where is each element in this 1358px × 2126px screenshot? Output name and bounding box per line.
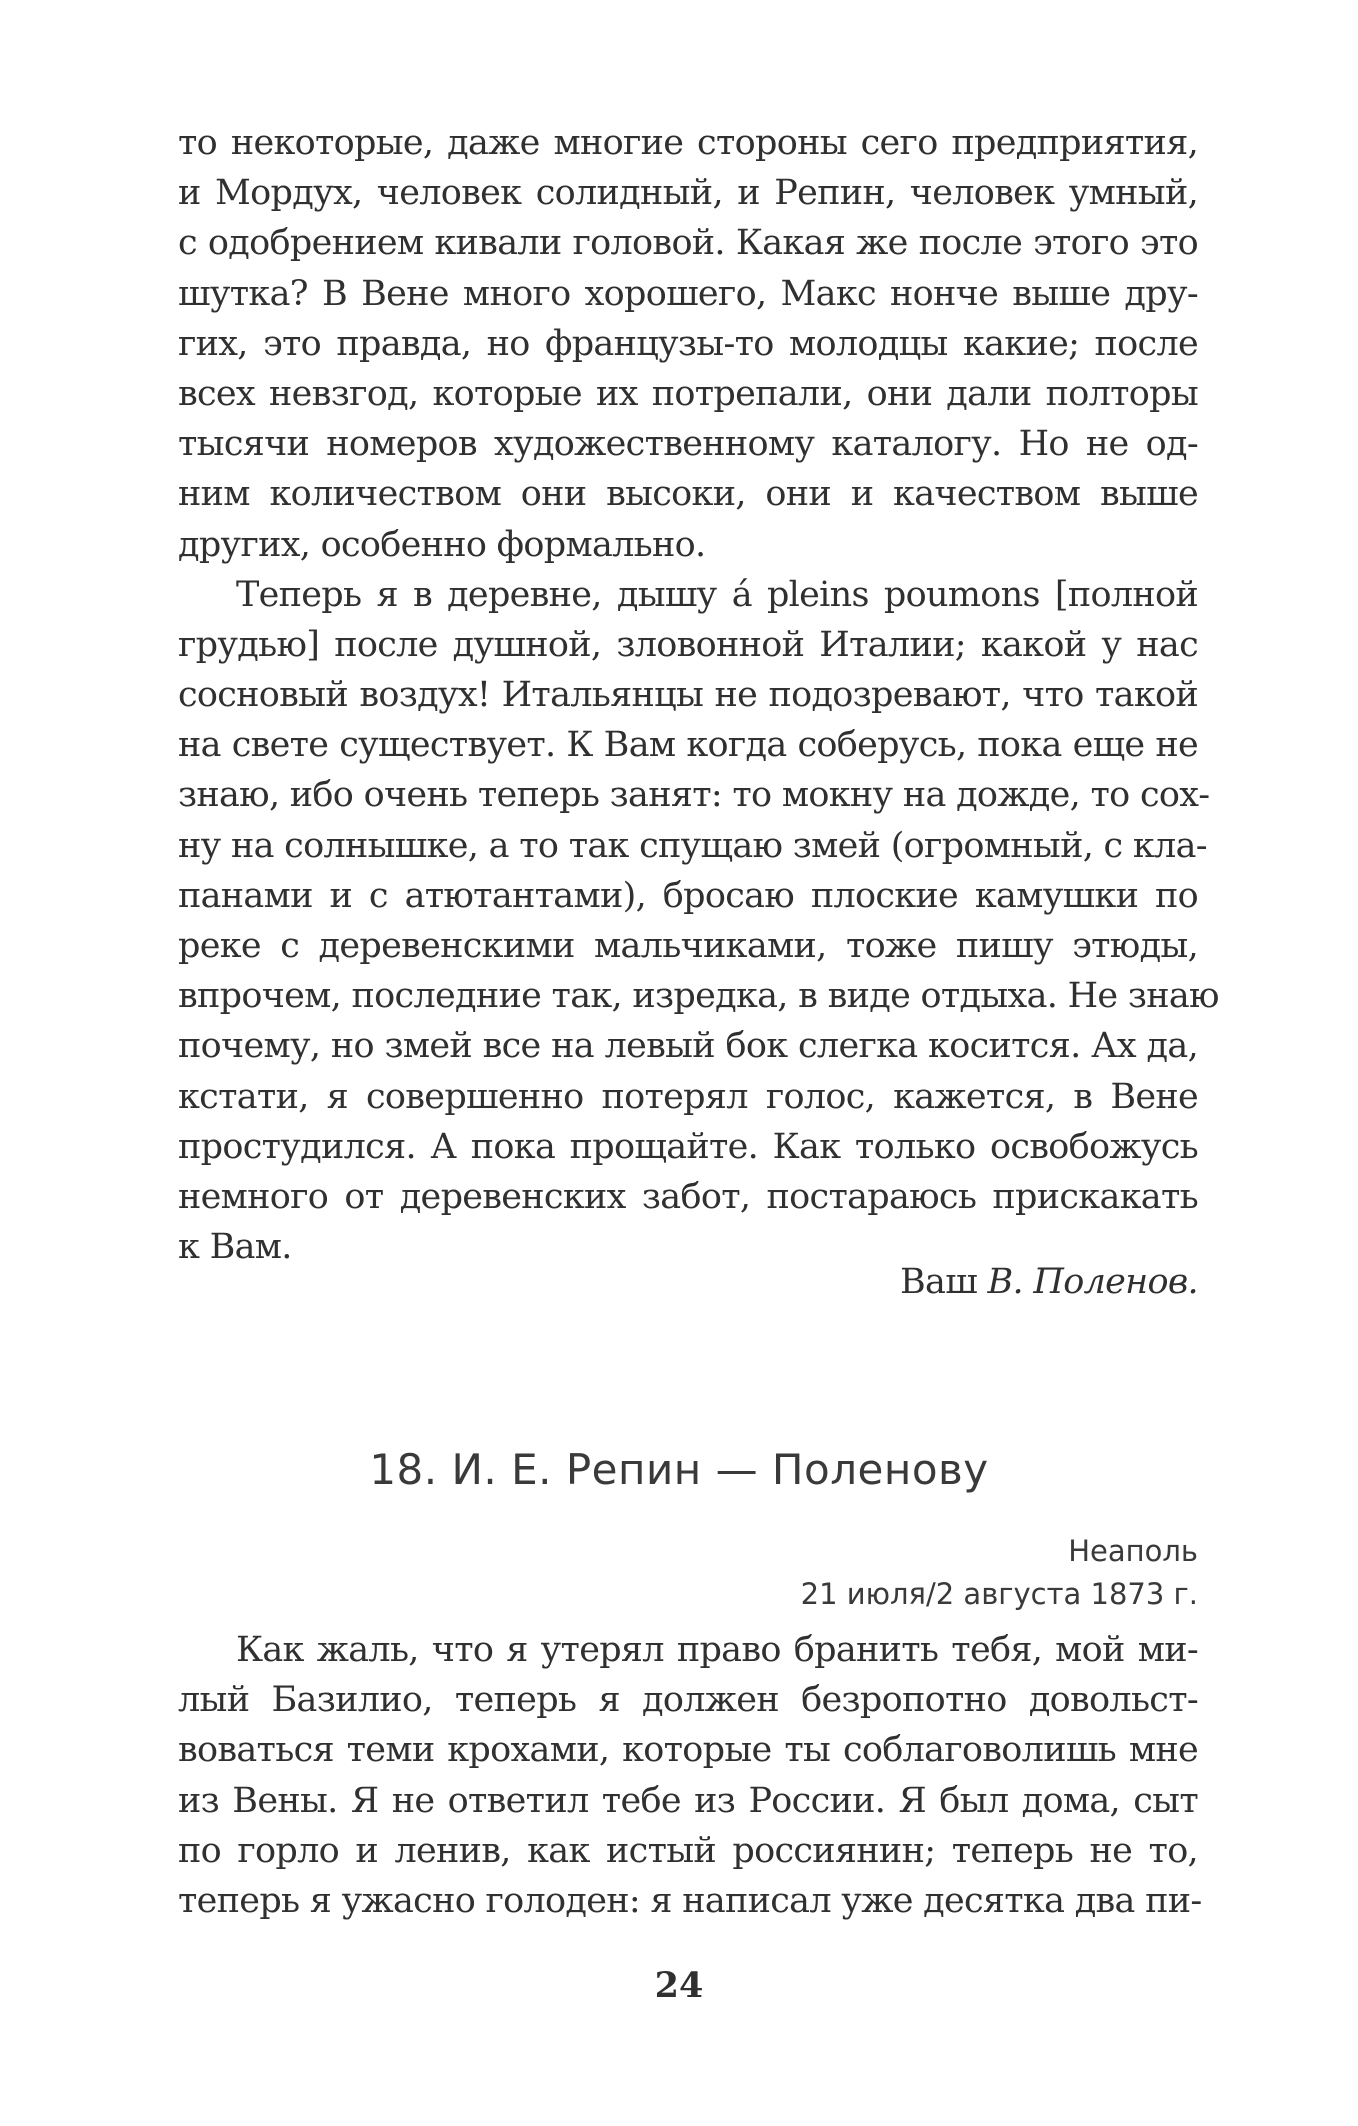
paragraph-start-line: Как жаль, что я утерял право бранить тебя, мой ми- — [236, 1630, 1198, 1670]
letter-signature — [900, 1262, 1198, 1302]
page-number: 24 — [654, 1965, 704, 2006]
text-line: грудью] после душной, зловонной Италии; какой у нас — [178, 624, 1198, 665]
letter-date: 21 июля/2 августа 1873 г. — [800, 1577, 1198, 1611]
text-line: немного от деревенских забот, постараюсь прискакать — [178, 1176, 1198, 1217]
text-line: гих, это правда, но французы-то молодцы какие; после — [178, 323, 1198, 364]
text-line: других, особенно формально. — [178, 524, 706, 565]
text-line: воваться теми крохами, которые ты соблаговолишь мне — [178, 1730, 1198, 1771]
text-line: знаю, ибо очень теперь занят: то мокну на дожде, то сох- — [178, 775, 1210, 816]
text-line: то некоторые, даже многие стороны сего предприятия, — [178, 123, 1198, 163]
letter-heading: 18. И. Е. Репин — Поленову — [369, 1445, 989, 1494]
text-line: простудился. А пока прощайте. Как только освобожусь — [178, 1126, 1198, 1167]
text-line: лый Базилио, теперь я должен безропотно довольст- — [178, 1680, 1198, 1721]
paragraph-start-line: Теперь я в деревне, дышу á pleins poumons [полной — [236, 574, 1198, 615]
text-line: к Вам. — [178, 1227, 292, 1268]
text-line: шутка? В Вене много хорошего, Макс нонче выше дру- — [178, 273, 1198, 314]
text-line: и Мордух, человек солидный, и Репин, человек умный, — [178, 173, 1198, 214]
text-line: теперь я ужасно голоден: я написал уже десятка два пи- — [178, 1880, 1202, 1921]
text-line: тысячи номеров художественному каталогу. Но не од- — [178, 424, 1198, 465]
text-line: из Вены. Я не ответил тебе из России. Я был дома, сыт — [178, 1780, 1198, 1821]
signature-prefix: Ваш — [900, 1262, 978, 1302]
signature-name: В. Поленов. — [987, 1262, 1198, 1302]
text-line: почему, но змей все на левый бок слегка косится. Ах да, — [178, 1026, 1198, 1067]
letter-place-date — [801, 1530, 1198, 1616]
text-line: ну на солнышке, а то так спущаю змей (огромный, с кла- — [178, 825, 1207, 866]
text-line: сосновый воздух! Итальянцы не подозревают, что такой — [178, 675, 1198, 716]
text-line: впрочем, последние так, изредка, в виде отдыха. Не знаю — [178, 976, 1219, 1017]
text-line: по горло и ленив, как истый россиянин; теперь не то, — [178, 1830, 1198, 1871]
text-line: панами и с атютантами), бросаю плоские камушки по — [178, 875, 1198, 916]
text-line: кстати, я совершенно потерял голос, кажется, в Вене — [178, 1076, 1198, 1117]
text-line: с одобрением кивали головой. Какая же после этого это — [178, 223, 1198, 264]
letter-18-body — [178, 1625, 1202, 1926]
letter-17-body — [178, 118, 1219, 1272]
text-line: ним количеством они высоки, они и качеством выше — [178, 474, 1198, 515]
text-line: всех невзгод, которые их потрепали, они дали полторы — [178, 373, 1198, 414]
letter-place: Неаполь — [1068, 1534, 1198, 1568]
text-line: реке с деревенскими мальчиками, тоже пишу этюды, — [178, 926, 1198, 966]
text-line: на свете существует. К Вам когда соберусь, пока еще не — [178, 725, 1198, 766]
